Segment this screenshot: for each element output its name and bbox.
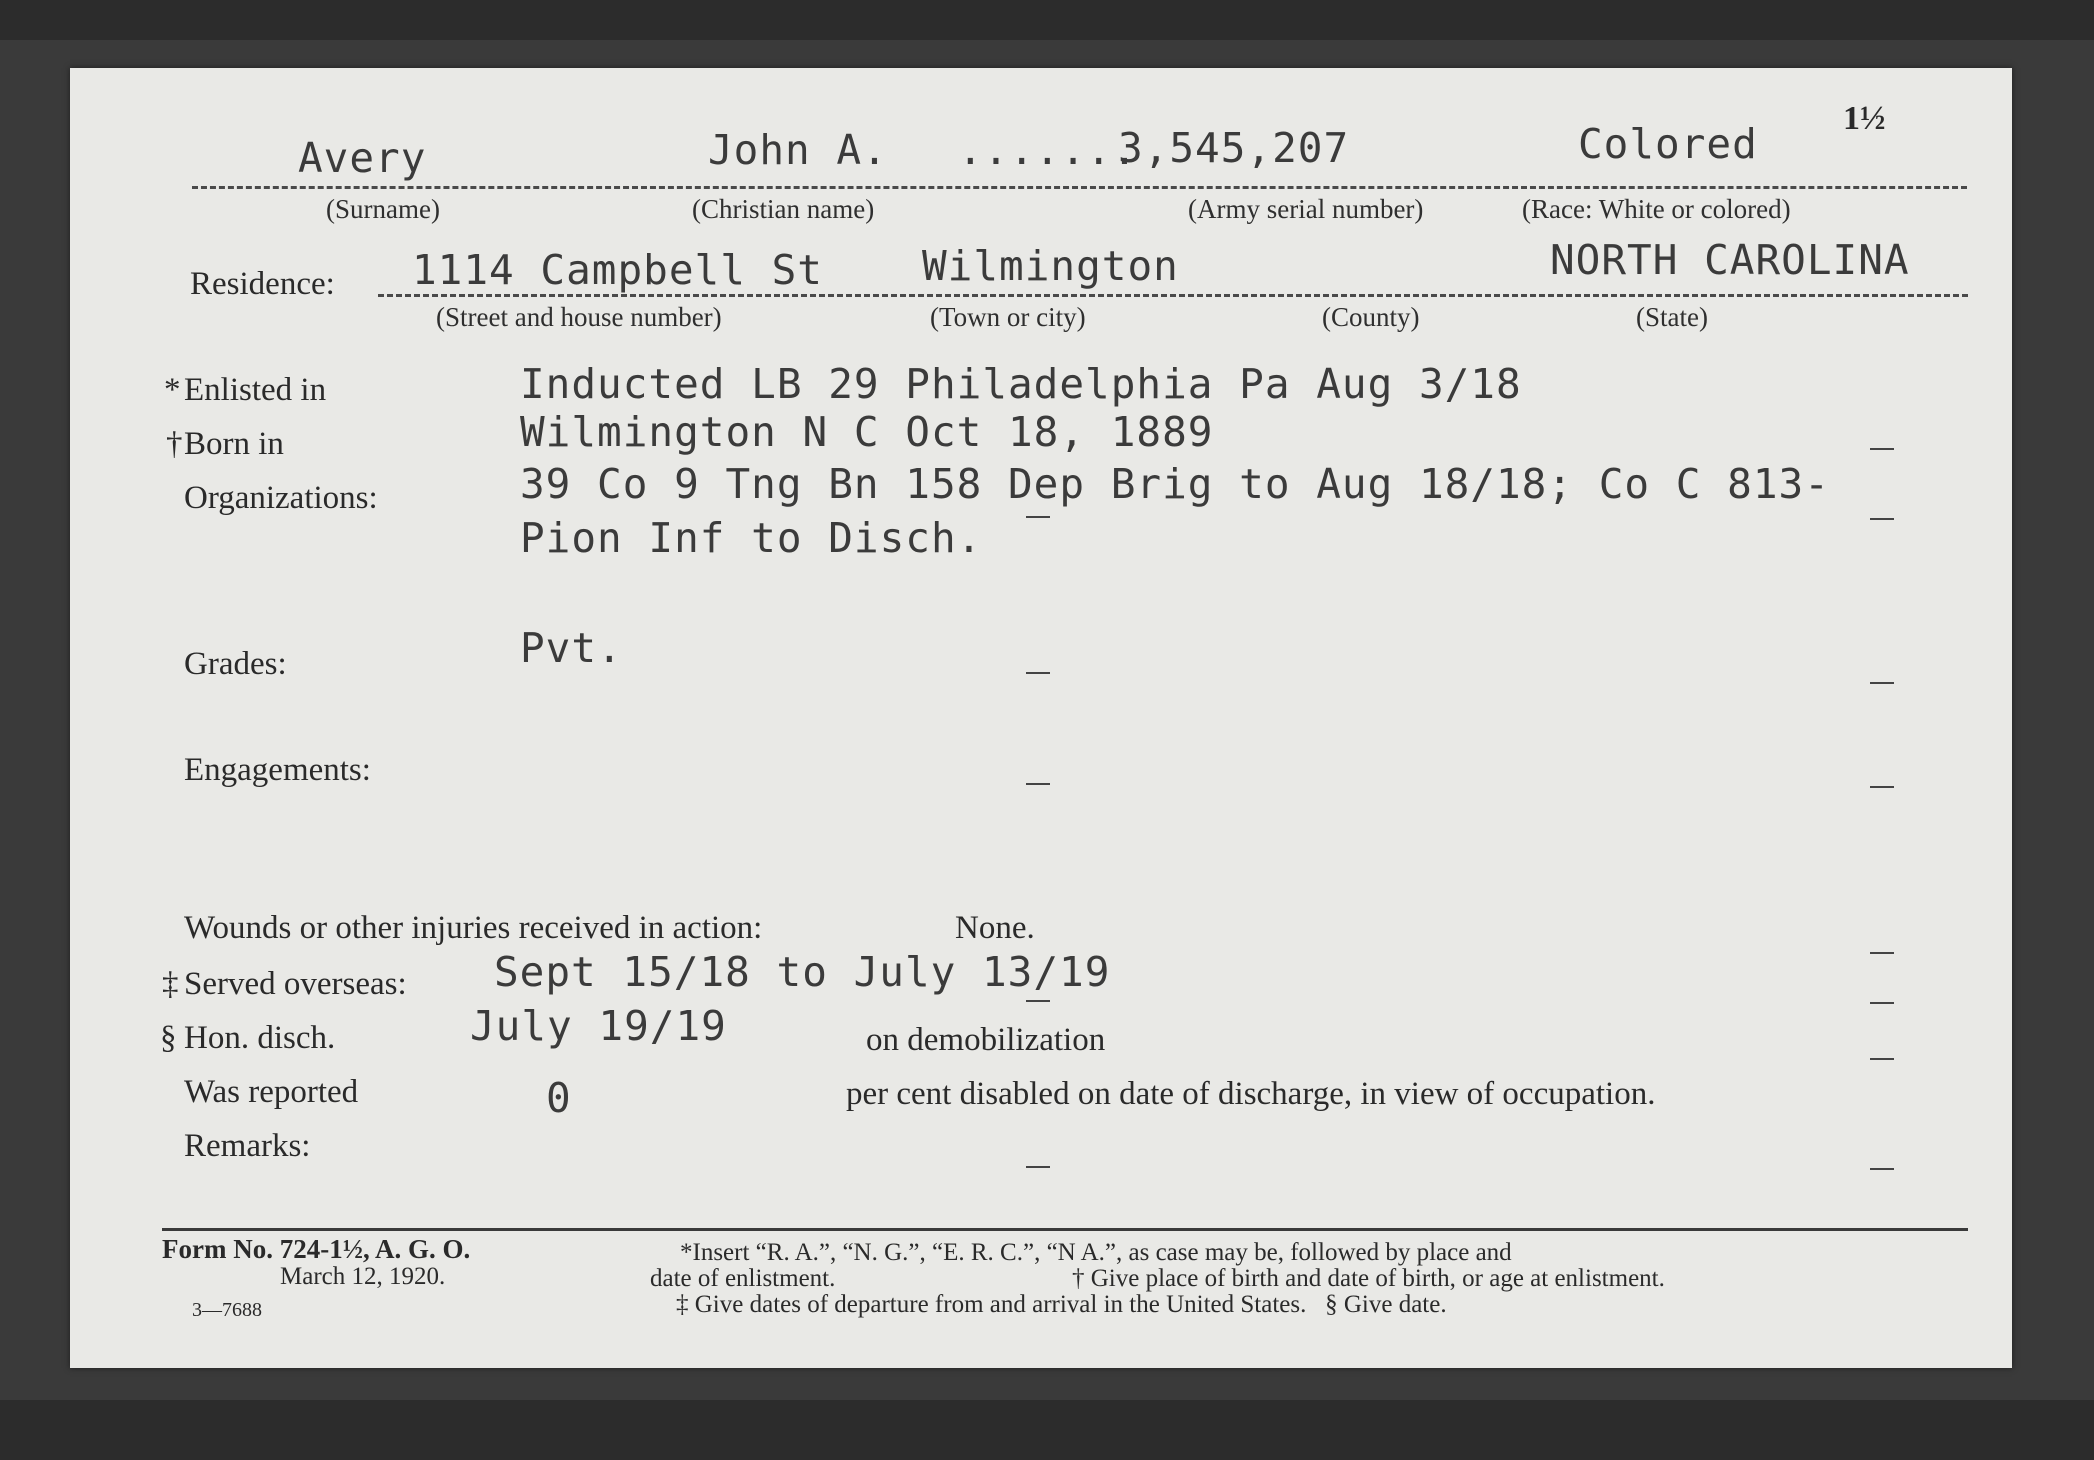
column-tick <box>1026 1000 1050 1002</box>
serial-dashes: ....... <box>958 126 1138 174</box>
born-footnote-mark: † <box>166 426 183 462</box>
footer-rule <box>162 1228 1968 1231</box>
organizations-line-2: Pion Inf to Disch. <box>520 514 983 562</box>
column-tick <box>1026 516 1050 518</box>
residence-street-value: 1114 Campbell St <box>412 246 823 294</box>
enlisted-footnote-mark: * <box>164 372 181 408</box>
grades-value: Pvt. <box>520 624 623 672</box>
scan-background-bottom <box>0 1400 2094 1460</box>
engagements-label: Engagements: <box>184 752 371 788</box>
grades-label: Grades: <box>184 646 287 682</box>
born-label: Born in <box>184 426 284 462</box>
wounds-value: None. <box>955 910 1035 946</box>
was-reported-label: Was reported <box>184 1074 359 1110</box>
honorable-discharge-label: Hon. disch. <box>184 1020 336 1056</box>
christian-name-value: John A. <box>708 126 888 174</box>
disability-percent-value: 0 <box>546 1074 572 1122</box>
caption-town: (Town or city) <box>930 302 1086 332</box>
residence-label: Residence: <box>190 266 335 302</box>
footnote-birth: † Give place of birth and date of birth, or age at enlistment. <box>1072 1265 1665 1292</box>
print-code: 3—7688 <box>192 1299 262 1321</box>
column-tick <box>1026 672 1050 674</box>
disability-statement: per cent disabled on date of discharge, in view of occupation. <box>846 1076 1656 1112</box>
column-tick <box>1026 1166 1050 1168</box>
column-tick <box>1026 783 1050 785</box>
footnote-insert-line-2: date of enlistment. <box>650 1265 836 1292</box>
caption-county: (County) <box>1322 302 1420 332</box>
footnote-overseas-dates: ‡ Give dates of departure from and arrival in the United States. § Give date. <box>676 1291 1447 1318</box>
column-tick <box>1870 1168 1894 1170</box>
caption-state: (State) <box>1636 302 1708 332</box>
honorable-discharge-value: July 19/19 <box>470 1002 727 1050</box>
column-tick <box>1870 952 1894 954</box>
column-tick <box>1870 682 1894 684</box>
footnote-insert-line-1: *Insert “R. A.”, “N. G.”, “E. R. C.”, “N A.”, as case may be, followed by place and <box>680 1239 1512 1266</box>
serial-number-value: 3,545,207 <box>1118 124 1350 172</box>
residence-state-value: NORTH CAROLINA <box>1550 236 1910 284</box>
caption-race: (Race: White or colored) <box>1522 194 1791 224</box>
race-value: Colored <box>1578 120 1758 168</box>
form-number: Form No. 724-1½, A. G. O. <box>162 1234 471 1264</box>
column-tick <box>1870 1058 1894 1060</box>
residence-rule <box>378 294 1968 297</box>
enlisted-label: Enlisted in <box>184 372 327 408</box>
caption-serial-number: (Army serial number) <box>1188 194 1424 224</box>
remarks-label: Remarks: <box>184 1128 311 1164</box>
organizations-label: Organizations: <box>184 480 378 516</box>
header-rule <box>192 186 1967 189</box>
wounds-label: Wounds or other injuries received in action: <box>184 910 763 946</box>
scan-background-top <box>0 0 2094 40</box>
discharge-footnote-mark: § <box>160 1020 177 1056</box>
column-tick <box>1870 448 1894 450</box>
caption-surname: (Surname) <box>326 194 440 224</box>
organizations-line-1: 39 Co 9 Tng Bn 158 Dep Brig to Aug 18/18; Co C 813- <box>520 460 1830 508</box>
column-tick <box>1870 1002 1894 1004</box>
discharge-reason: on demobilization <box>866 1022 1106 1058</box>
column-tick <box>1870 518 1894 520</box>
caption-street: (Street and house number) <box>436 302 722 332</box>
surname-value: Avery <box>298 134 427 182</box>
caption-christian-name: (Christian name) <box>692 194 875 224</box>
form-date: March 12, 1920. <box>280 1263 446 1290</box>
residence-town-value: Wilmington <box>922 242 1179 290</box>
born-value: Wilmington N C Oct 18, 1889 <box>520 408 1214 456</box>
served-overseas-value: Sept 15/18 to July 13/19 <box>494 948 1111 996</box>
enlisted-value: Inducted LB 29 Philadelphia Pa Aug 3/18 <box>520 360 1522 408</box>
served-overseas-label: Served overseas: <box>184 966 407 1002</box>
card-fraction: 1½ <box>1843 100 1886 137</box>
overseas-footnote-mark: ‡ <box>162 966 179 1002</box>
column-tick <box>1870 786 1894 788</box>
service-record-card <box>70 68 2012 1368</box>
